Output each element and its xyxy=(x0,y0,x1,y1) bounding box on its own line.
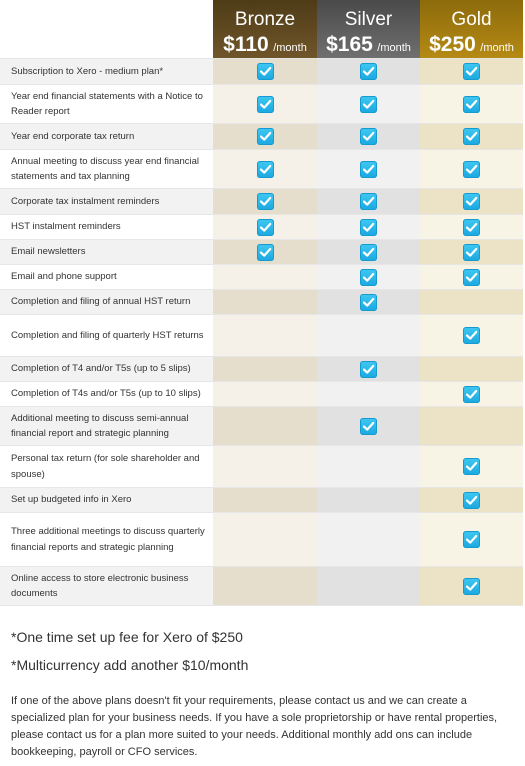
feature-label: Completion and filing of quarterly HST returns xyxy=(0,315,213,356)
plan-cell-silver xyxy=(317,513,420,566)
checkbox-checked-icon xyxy=(463,458,480,475)
table-row xyxy=(0,290,523,315)
checkbox-checked-icon xyxy=(463,269,480,286)
plan-cell-gold xyxy=(420,59,523,84)
feature-label: Additional meeting to discuss semi-annual financial report and strategic planning xyxy=(0,407,213,445)
checkbox-checked-icon xyxy=(463,578,480,595)
plan-cell-silver xyxy=(317,59,420,84)
plan-cell-gold xyxy=(420,215,523,239)
plan-price xyxy=(213,33,317,57)
feature-label: Corporate tax instalment reminders xyxy=(0,189,213,214)
plan-cell-bronze xyxy=(213,265,317,289)
feature-label: Annual meeting to discuss year end financial statements and tax planning xyxy=(0,150,213,188)
feature-label: Completion and filing of annual HST return xyxy=(0,290,213,314)
feature-label: Completion of T4s and/or T5s (up to 10 slips) xyxy=(0,382,213,406)
plan-cell-bronze xyxy=(213,407,317,445)
checkbox-checked-icon xyxy=(257,96,274,113)
plan-cell-gold xyxy=(420,189,523,214)
plan-cell-gold xyxy=(420,124,523,149)
checkbox-checked-icon xyxy=(257,193,274,210)
plan-cell-bronze xyxy=(213,382,317,406)
plan-cell-bronze xyxy=(213,567,317,605)
plan-header-bronze xyxy=(213,0,317,58)
table-row xyxy=(0,150,523,189)
plan-cell-bronze xyxy=(213,488,317,512)
checkbox-checked-icon xyxy=(463,161,480,178)
plan-price-period: /month xyxy=(273,42,307,54)
plan-cell-bronze xyxy=(213,357,317,381)
plan-cell-gold xyxy=(420,265,523,289)
plan-cell-bronze xyxy=(213,124,317,149)
checkbox-checked-icon xyxy=(257,161,274,178)
checkbox-checked-icon xyxy=(360,294,377,311)
checkbox-checked-icon xyxy=(463,219,480,236)
plan-cell-gold xyxy=(420,357,523,381)
plan-header-silver xyxy=(317,0,420,58)
plan-price-amount: $165 xyxy=(326,33,373,56)
custom-plan-paragraph: If one of the above plans doesn't fit your requirements, please contact us and we can create a specialized plan for your business needs. If you have a sole proprietorship or have rental properties, please contact us for a plan more suited to your needs. Additional monthly add ons can include bookkeeping, payroll or CFO services. xyxy=(11,695,498,758)
plan-header-gold xyxy=(420,0,523,58)
table-row xyxy=(0,513,523,567)
plan-cell-gold xyxy=(420,85,523,123)
setup-fee-note: *One time set up fee for Xero of $250 xyxy=(11,629,243,645)
plan-price-period: /month xyxy=(377,42,411,54)
table-row xyxy=(0,567,523,606)
plan-cell-silver xyxy=(317,240,420,264)
checkbox-checked-icon xyxy=(360,219,377,236)
plan-price-period: /month xyxy=(480,42,514,54)
plan-cell-gold xyxy=(420,407,523,445)
table-row xyxy=(0,446,523,488)
plan-cell-gold xyxy=(420,315,523,356)
plan-cell-bronze xyxy=(213,189,317,214)
table-row xyxy=(0,85,523,124)
table-row xyxy=(0,357,523,382)
plan-cell-bronze xyxy=(213,315,317,356)
checkbox-checked-icon xyxy=(463,244,480,261)
checkbox-checked-icon xyxy=(360,193,377,210)
checkbox-checked-icon xyxy=(360,244,377,261)
table-row xyxy=(0,59,523,85)
plan-cell-bronze xyxy=(213,240,317,264)
checkbox-checked-icon xyxy=(463,96,480,113)
feature-label: Online access to store electronic business documents xyxy=(0,567,213,605)
plan-cell-silver xyxy=(317,189,420,214)
plan-cell-gold xyxy=(420,382,523,406)
feature-label: Subscription to Xero - medium plan* xyxy=(0,59,213,84)
checkbox-checked-icon xyxy=(463,327,480,344)
feature-label: Three additional meetings to discuss quarterly financial reports and strategic planning xyxy=(0,513,213,566)
plan-price-amount: $110 xyxy=(223,33,269,56)
plan-cell-bronze xyxy=(213,150,317,188)
plan-cell-gold xyxy=(420,513,523,566)
plan-cell-silver xyxy=(317,150,420,188)
plan-cell-gold xyxy=(420,150,523,188)
table-row xyxy=(0,382,523,407)
feature-label: Email and phone support xyxy=(0,265,213,289)
feature-comparison-table xyxy=(0,58,523,606)
feature-label: HST instalment reminders xyxy=(0,215,213,239)
plan-cell-silver xyxy=(317,446,420,487)
plan-cell-bronze xyxy=(213,59,317,84)
feature-label: Email newsletters xyxy=(0,240,213,264)
plan-price-amount: $250 xyxy=(429,33,476,56)
plan-cell-silver xyxy=(317,567,420,605)
plan-cell-bronze xyxy=(213,290,317,314)
plan-cell-bronze xyxy=(213,215,317,239)
feature-label: Year end financial statements with a Notice to Reader report xyxy=(0,85,213,123)
checkbox-checked-icon xyxy=(463,386,480,403)
checkbox-checked-icon xyxy=(360,269,377,286)
checkbox-checked-icon xyxy=(360,418,377,435)
plan-cell-bronze xyxy=(213,446,317,487)
checkbox-checked-icon xyxy=(257,128,274,145)
checkbox-checked-icon xyxy=(360,361,377,378)
plan-cell-gold xyxy=(420,240,523,264)
plan-cell-silver xyxy=(317,290,420,314)
multicurrency-note: *Multicurrency add another $10/month xyxy=(11,657,249,673)
plan-cell-silver xyxy=(317,315,420,356)
checkbox-checked-icon xyxy=(257,219,274,236)
plan-cell-silver xyxy=(317,124,420,149)
plan-cell-silver xyxy=(317,382,420,406)
checkbox-checked-icon xyxy=(463,128,480,145)
feature-label: Personal tax return (for sole shareholder and spouse) xyxy=(0,446,213,487)
checkbox-checked-icon xyxy=(257,244,274,261)
checkbox-checked-icon xyxy=(463,193,480,210)
plan-price xyxy=(420,33,523,57)
plan-cell-silver xyxy=(317,488,420,512)
table-row xyxy=(0,315,523,357)
plan-cell-silver xyxy=(317,265,420,289)
checkbox-checked-icon xyxy=(463,492,480,509)
plan-price xyxy=(317,33,420,57)
plan-cell-silver xyxy=(317,215,420,239)
checkbox-checked-icon xyxy=(360,63,377,80)
plan-name: Gold xyxy=(451,9,492,30)
plan-name: Silver xyxy=(344,9,393,30)
plan-cell-silver xyxy=(317,85,420,123)
feature-label: Year end corporate tax return xyxy=(0,124,213,149)
checkbox-checked-icon xyxy=(360,128,377,145)
plan-cell-gold xyxy=(420,488,523,512)
plan-cell-gold xyxy=(420,567,523,605)
checkbox-checked-icon xyxy=(360,161,377,178)
checkbox-checked-icon xyxy=(463,531,480,548)
feature-label: Completion of T4 and/or T5s (up to 5 slips) xyxy=(0,357,213,381)
table-row xyxy=(0,240,523,265)
plan-name: Bronze xyxy=(234,9,296,30)
checkbox-checked-icon xyxy=(257,63,274,80)
checkbox-checked-icon xyxy=(360,96,377,113)
table-row xyxy=(0,265,523,290)
table-row xyxy=(0,215,523,240)
table-row xyxy=(0,189,523,215)
feature-label: Set up budgeted info in Xero xyxy=(0,488,213,512)
table-row xyxy=(0,124,523,150)
plan-cell-silver xyxy=(317,407,420,445)
plan-cell-gold xyxy=(420,290,523,314)
plan-cell-bronze xyxy=(213,513,317,566)
table-row xyxy=(0,488,523,513)
checkbox-checked-icon xyxy=(463,63,480,80)
plan-cell-gold xyxy=(420,446,523,487)
plan-cell-bronze xyxy=(213,85,317,123)
table-row xyxy=(0,407,523,446)
plan-cell-silver xyxy=(317,357,420,381)
